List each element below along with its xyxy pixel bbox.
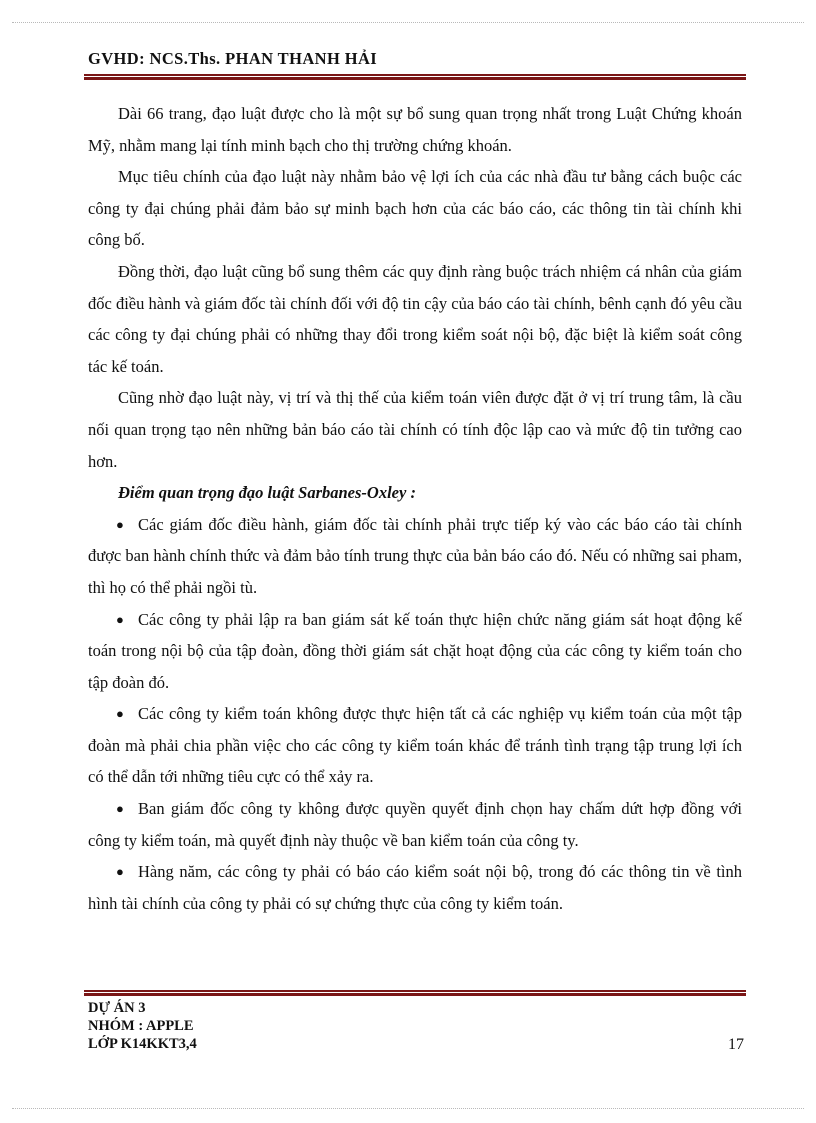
bullet-icon: ●: [116, 611, 124, 627]
paragraph-1: Dài 66 trang, đạo luật được cho là một sự bổ sung quan trọng nhất trong Luật Chứng khoán Mỹ, nhằm mang lại tính minh bạch cho thị trường chứng khoán.: [88, 104, 742, 155]
footer-project: DỰ ÁN 3: [88, 1000, 146, 1016]
body-content: [88, 98, 742, 919]
bullet-icon: ●: [116, 516, 124, 532]
bullet-text: Các giám đốc điều hành, giám đốc tài chính phải trực tiếp ký vào các báo cáo tài chính được ban hành chính thức và đảm bảo tính trung thực của bản báo cáo đó. Nếu có những sai pham, thì họ có thể phải ngồi tù.: [88, 514, 742, 597]
bullet-icon: ●: [116, 801, 124, 817]
footer-group: NHÓM : APPLE: [88, 1018, 194, 1034]
bullet-text: Các công ty phải lập ra ban giám sát kế toán thực hiện chức năng giám sát hoạt động kế toán trong nội bộ của tập đoàn, đồng thời giám sát chặt hoạt động của các công ty kiểm toán cho tập đoàn đó.: [88, 609, 742, 692]
bullet-item-4: [88, 793, 742, 856]
header-title: GVHD: NCS.Ths. PHAN THANH HẢI: [88, 49, 378, 68]
paragraph-3: Đồng thời, đạo luật cũng bổ sung thêm các quy định ràng buộc trách nhiệm cá nhân của giám đốc điều hành và giám đốc tài chính đối với độ tin cậy của báo cáo tài chính, bênh cạnh đó yêu cầu các công ty đại chúng phải có những thay đổi trong kiểm soát nội bộ, đặc biệt là kiểm soát công tác kế toán.: [88, 261, 742, 376]
section-heading: Điểm quan trọng đạo luật Sarbanes-Oxley :: [118, 483, 416, 503]
page-number: 17: [728, 1036, 744, 1053]
bullet-text: Các công ty kiểm toán không được thực hiện tất cả các nghiệp vụ kiểm toán của một tập đoàn mà phải chia phần việc cho các công ty kiểm toán khác để tránh tình trạng tập trung lợi ích có thể dẫn tới những tiêu cực có thể xảy ra.: [88, 704, 742, 787]
bullet-item-1: [88, 509, 742, 604]
bullet-text: Ban giám đốc công ty không được quyền quyết định chọn hay chấm dứt hợp đồng với công ty kiểm toán, mà quyết định này thuộc về ban kiểm toán của công ty.: [88, 799, 742, 850]
footer-info: [88, 999, 197, 1053]
bottom-margin-guide: [12, 1108, 804, 1109]
bullet-item-3: [88, 698, 742, 793]
header-rule: [84, 74, 746, 80]
footer-rule: [84, 990, 746, 996]
bullet-icon: ●: [116, 706, 124, 722]
bullet-icon: ●: [116, 864, 124, 880]
bullet-item-2: [88, 604, 742, 699]
footer-class: LỚP K14KKT3,4: [88, 1036, 197, 1052]
bullet-item-5: [88, 856, 742, 919]
bullet-text: Hàng năm, các công ty phải có báo cáo kiểm soát nội bộ, trong đó các thông tin về tình hình tài chính của công ty phải có sự chứng thực của công ty kiểm toán.: [88, 862, 742, 913]
paragraph-4: Cũng nhờ đạo luật này, vị trí và thị thế của kiểm toán viên được đặt ở vị trí trung tâm, là cầu nối quan trọng tạo nên những bản báo cáo tài chính có tính độc lập cao và mức độ tin tưởng cao hơn.: [88, 388, 742, 471]
top-margin-guide: [12, 22, 804, 23]
paragraph-2: Mục tiêu chính của đạo luật này nhằm bảo vệ lợi ích của các nhà đầu tư bằng cách buộc các công ty đại chúng phải đảm bảo sự minh bạch hơn của các báo cáo, các thông tin tài chính khi công bố.: [88, 167, 742, 250]
